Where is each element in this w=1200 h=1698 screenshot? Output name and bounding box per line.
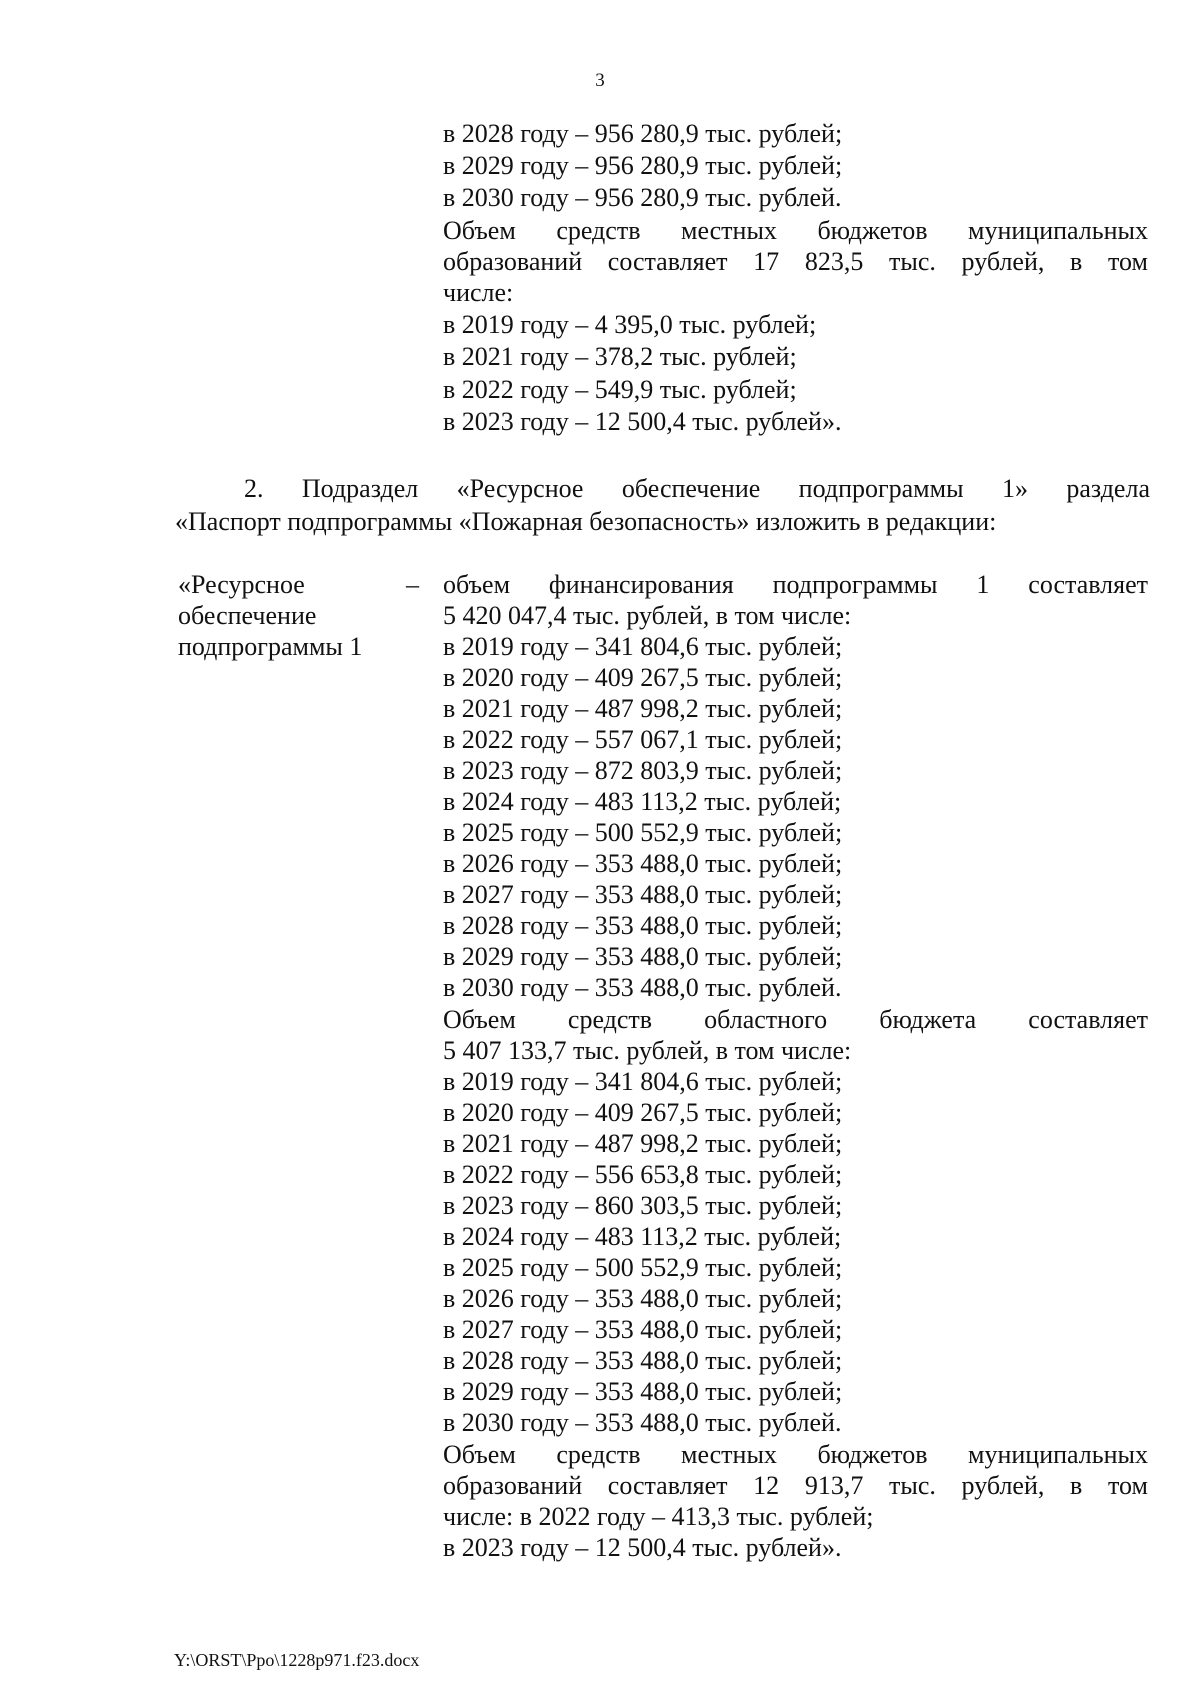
item-2-line: «Паспорт подпрограммы «Пожарная безопасность» изложить в редакции: <box>175 507 997 536</box>
regional-year-line: в 2023 году – 860 303,5 тыс. рублей; <box>443 1191 843 1220</box>
year-line: в 2029 году – 956 280,9 тыс. рублей; <box>443 151 843 180</box>
resource-label: «Ресурсное <box>178 570 305 599</box>
total-year-line: в 2023 году – 872 803,9 тыс. рублей; <box>443 756 843 785</box>
total-year-line: в 2024 году – 483 113,2 тыс. рублей; <box>443 787 842 816</box>
regional-year-line: в 2020 году – 409 267,5 тыс. рублей; <box>443 1098 843 1127</box>
total-year-line: в 2030 году – 353 488,0 тыс. рублей. <box>443 973 842 1002</box>
total-year-line: в 2019 году – 341 804,6 тыс. рублей; <box>443 632 843 661</box>
year-line: в 2028 году – 956 280,9 тыс. рублей; <box>443 119 843 148</box>
local-budget-line: Объем средств местных бюджетов муниципальных <box>443 1440 1148 1469</box>
resource-label: обеспечение <box>178 601 317 630</box>
resource-label: подпрограммы 1 <box>178 632 363 661</box>
resource-dash: – <box>406 570 419 599</box>
local-budget-line: образований составляет 12 913,7 тыс. рублей, в том <box>443 1471 1148 1500</box>
regional-year-line: в 2024 году – 483 113,2 тыс. рублей; <box>443 1222 842 1251</box>
local-budget-line: числе: в 2022 году – 413,3 тыс. рублей; <box>443 1502 874 1531</box>
regional-year-line: в 2027 году – 353 488,0 тыс. рублей; <box>443 1315 843 1344</box>
total-year-line: в 2028 году – 353 488,0 тыс. рублей; <box>443 911 843 940</box>
local-budget-line: в 2023 году – 12 500,4 тыс. рублей». <box>443 1533 842 1562</box>
page-number: 3 <box>595 70 605 91</box>
year-line: в 2030 году – 956 280,9 тыс. рублей. <box>443 183 842 212</box>
total-year-line: в 2029 году – 353 488,0 тыс. рублей; <box>443 942 843 971</box>
total-year-line: в 2020 году – 409 267,5 тыс. рублей; <box>443 663 843 692</box>
local-year-line: в 2021 году – 378,2 тыс. рублей; <box>443 342 797 371</box>
local-year-line: в 2022 году – 549,9 тыс. рублей; <box>443 375 797 404</box>
total-year-line: в 2022 году – 557 067,1 тыс. рублей; <box>443 725 843 754</box>
regional-year-line: в 2030 году – 353 488,0 тыс. рублей. <box>443 1408 842 1437</box>
regional-year-line: в 2029 году – 353 488,0 тыс. рублей; <box>443 1377 843 1406</box>
local-year-line: в 2019 году – 4 395,0 тыс. рублей; <box>443 310 817 339</box>
regional-budget-line: 5 407 133,7 тыс. рублей, в том числе: <box>443 1036 852 1065</box>
financing-intro-line: 5 420 047,4 тыс. рублей, в том числе: <box>443 601 852 630</box>
local-budget-line: Объем средств местных бюджетов муниципальных <box>443 216 1148 245</box>
regional-year-line: в 2025 году – 500 552,9 тыс. рублей; <box>443 1253 843 1282</box>
total-year-line: в 2021 году – 487 998,2 тыс. рублей; <box>443 694 843 723</box>
regional-year-line: в 2028 году – 353 488,0 тыс. рублей; <box>443 1346 843 1375</box>
total-year-line: в 2025 году – 500 552,9 тыс. рублей; <box>443 818 843 847</box>
regional-year-line: в 2021 году – 487 998,2 тыс. рублей; <box>443 1129 843 1158</box>
item-2-line: 2. Подраздел «Ресурсное обеспечение подпрограммы 1» раздела <box>244 474 1150 503</box>
regional-year-line: в 2026 году – 353 488,0 тыс. рублей; <box>443 1284 843 1313</box>
local-budget-line: образований составляет 17 823,5 тыс. рублей, в том <box>443 247 1148 276</box>
footer-file-path: Y:\ORST\Ppo\1228p971.f23.docx <box>174 1650 420 1670</box>
regional-year-line: в 2019 году – 341 804,6 тыс. рублей; <box>443 1067 843 1096</box>
local-budget-line: числе: <box>443 278 514 307</box>
total-year-line: в 2027 году – 353 488,0 тыс. рублей; <box>443 880 843 909</box>
total-year-line: в 2026 году – 353 488,0 тыс. рублей; <box>443 849 843 878</box>
regional-year-line: в 2022 году – 556 653,8 тыс. рублей; <box>443 1160 843 1189</box>
regional-budget-line: Объем средств областного бюджета составляет <box>443 1005 1148 1034</box>
financing-intro-line: объем финансирования подпрограммы 1 составляет <box>443 570 1148 599</box>
local-year-line: в 2023 году – 12 500,4 тыс. рублей». <box>443 407 842 436</box>
